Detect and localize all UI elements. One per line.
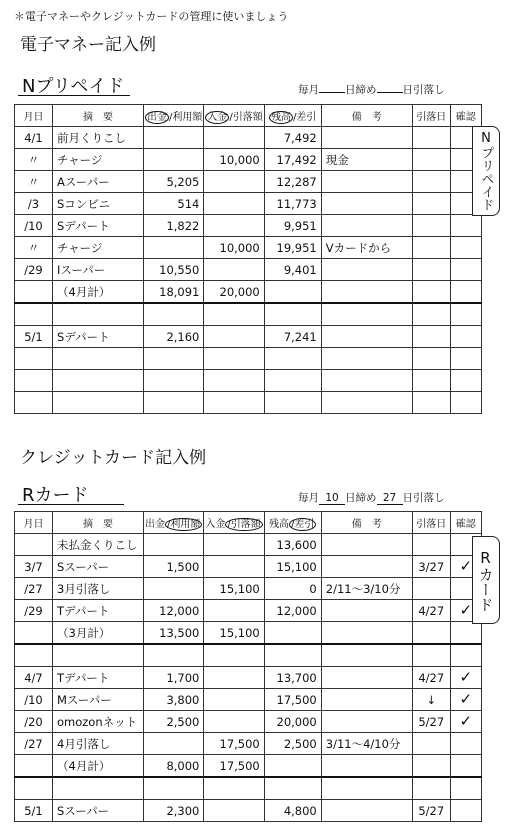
in-amount-cell[interactable] (204, 556, 264, 578)
date-cell[interactable] (15, 777, 53, 800)
balance-cell[interactable]: 12,000 (264, 600, 321, 622)
check-cell[interactable] (450, 800, 481, 822)
section1-card-name: Nプリペイド (22, 76, 125, 97)
in-amount-cell[interactable] (204, 303, 264, 326)
in-amount-cell[interactable]: 15,100 (204, 578, 264, 600)
in-amount-cell[interactable] (204, 326, 264, 348)
debit-day-cell[interactable] (412, 622, 450, 645)
balance-cell[interactable]: 17,500 (264, 689, 321, 711)
table-row (15, 777, 482, 800)
out-amount-cell[interactable] (144, 777, 204, 800)
description-cell[interactable]: 前月くりこし (53, 127, 144, 149)
date-cell[interactable]: /10 (15, 215, 53, 237)
description-cell[interactable] (53, 777, 144, 800)
description-cell[interactable]: Sデパート (53, 215, 144, 237)
date-cell[interactable]: /10 (15, 689, 53, 711)
in-amount-cell[interactable] (204, 348, 264, 370)
table-row (15, 689, 482, 711)
debit-day-value[interactable] (377, 92, 403, 93)
close-day-label: 日締め (345, 84, 377, 96)
header-in-suffix: /引落額 (229, 111, 263, 123)
debit-day-cell[interactable]: 5/27 (412, 711, 450, 733)
description-cell[interactable]: omozonネット (53, 711, 144, 733)
remarks-cell[interactable] (321, 326, 412, 348)
date-cell[interactable]: /29 (15, 259, 53, 281)
balance-cell[interactable] (264, 303, 321, 326)
out-amount-cell[interactable]: 2,160 (144, 326, 204, 348)
section2-meta (298, 490, 445, 505)
balance-cell[interactable]: 11,773 (264, 193, 321, 215)
in-amount-cell[interactable]: 10,000 (204, 149, 264, 171)
date-cell[interactable]: 3/7 (15, 556, 53, 578)
header-in-circled: /引落額 (227, 518, 261, 530)
section1-title: 電子マネー記入例 (20, 35, 156, 55)
header-out-prefix: 出金 (145, 518, 165, 530)
ledger-header-row (15, 105, 482, 127)
description-cell[interactable]: 4月引落し (53, 733, 144, 755)
check-cell[interactable] (450, 733, 481, 755)
table-row (15, 348, 482, 370)
meta-prefix: 毎月 (298, 84, 319, 96)
balance-cell[interactable]: 12,287 (264, 171, 321, 193)
out-amount-cell[interactable]: 2,300 (144, 800, 204, 822)
date-cell[interactable] (15, 370, 53, 392)
debit-day-cell[interactable] (412, 237, 450, 259)
in-amount-cell[interactable]: 17,500 (204, 755, 264, 778)
section1-meta (298, 82, 445, 97)
check-cell[interactable]: ✓ (450, 689, 481, 711)
in-amount-cell[interactable] (204, 259, 264, 281)
date-cell[interactable]: 〃 (15, 149, 53, 171)
date-cell[interactable]: 4/7 (15, 667, 53, 689)
header-out-suffix: /利用額 (169, 111, 203, 123)
table-row (15, 281, 482, 304)
remarks-cell[interactable] (321, 644, 412, 667)
debit-day-cell[interactable] (412, 281, 450, 304)
in-amount-cell[interactable]: 15,100 (204, 622, 264, 645)
balance-cell[interactable] (264, 281, 321, 304)
debit-day-cell[interactable]: ↓ (412, 689, 450, 711)
date-cell[interactable]: /27 (15, 733, 53, 755)
check-cell[interactable] (450, 370, 481, 392)
description-cell[interactable]: 未払金くりこし (53, 534, 144, 556)
in-amount-cell[interactable] (204, 644, 264, 667)
out-amount-cell[interactable] (144, 348, 204, 370)
balance-cell[interactable]: 19,951 (264, 237, 321, 259)
check-cell[interactable]: ✓ (450, 711, 481, 733)
header-balance-circled: /差引 (291, 518, 315, 530)
out-amount-cell[interactable] (144, 237, 204, 259)
close-day-value[interactable]: 10 (319, 492, 345, 505)
out-amount-cell[interactable] (144, 392, 204, 414)
out-amount-cell[interactable]: 514 (144, 193, 204, 215)
check-cell[interactable] (450, 281, 481, 304)
date-cell[interactable]: 〃 (15, 171, 53, 193)
remarks-cell[interactable]: 現金 (321, 149, 412, 171)
check-cell[interactable] (450, 622, 481, 645)
header-balance-suffix: /差引 (293, 111, 317, 123)
section2-title: クレジットカード記入例 (20, 448, 207, 468)
check-cell[interactable] (450, 215, 481, 237)
table-row (15, 578, 482, 600)
remarks-cell[interactable] (321, 622, 412, 645)
out-amount-cell[interactable] (144, 534, 204, 556)
header-description: 摘 要 (53, 105, 144, 127)
balance-cell[interactable]: 0 (264, 578, 321, 600)
close-day-value[interactable] (319, 92, 345, 93)
remarks-cell[interactable]: 3/11～4/10分 (321, 733, 412, 755)
remarks-cell[interactable] (321, 777, 412, 800)
description-cell[interactable] (53, 303, 144, 326)
header-balance (264, 512, 321, 534)
check-cell[interactable]: ✓ (450, 667, 481, 689)
balance-cell[interactable] (264, 755, 321, 778)
date-cell[interactable]: 5/1 (15, 800, 53, 822)
meta-prefix: 毎月 (298, 492, 319, 504)
remarks-cell[interactable] (321, 600, 412, 622)
out-amount-cell[interactable]: 3,800 (144, 689, 204, 711)
in-amount-cell[interactable] (204, 127, 264, 149)
out-amount-cell[interactable] (144, 733, 204, 755)
description-cell[interactable]: Sコンビニ (53, 193, 144, 215)
date-cell[interactable]: 〃 (15, 237, 53, 259)
table-row (15, 667, 482, 689)
check-cell[interactable] (450, 644, 481, 667)
remarks-cell[interactable] (321, 171, 412, 193)
date-cell[interactable] (15, 755, 53, 778)
header-check: 確認 (450, 512, 481, 534)
debit-day-cell[interactable] (412, 578, 450, 600)
description-cell[interactable]: Tデパート (53, 667, 144, 689)
header-date: 月日 (15, 105, 53, 127)
in-amount-cell[interactable] (204, 392, 264, 414)
description-cell[interactable]: （4月計） (53, 755, 144, 778)
table-row (15, 622, 482, 645)
remarks-cell[interactable] (321, 711, 412, 733)
out-amount-cell[interactable]: 10,550 (144, 259, 204, 281)
description-cell[interactable]: チャージ (53, 237, 144, 259)
out-amount-cell[interactable]: 2,500 (144, 711, 204, 733)
close-day-label: 日締め (345, 492, 377, 504)
debit-day-cell[interactable]: 5/27 (412, 800, 450, 822)
balance-cell[interactable]: 9,951 (264, 215, 321, 237)
table-row (15, 237, 482, 259)
debit-day-value[interactable]: 27 (377, 492, 403, 505)
remarks-cell[interactable] (321, 392, 412, 414)
header-out-circled: /利用額 (167, 518, 201, 530)
header-out (144, 512, 204, 534)
description-cell[interactable] (53, 370, 144, 392)
debit-day-label: 日引落し (402, 492, 445, 504)
table-row (15, 193, 482, 215)
in-amount-cell[interactable] (204, 600, 264, 622)
in-amount-cell[interactable] (204, 711, 264, 733)
table-row (15, 303, 482, 326)
date-cell[interactable]: /3 (15, 193, 53, 215)
balance-cell[interactable] (264, 644, 321, 667)
date-cell[interactable]: 4/1 (15, 127, 53, 149)
balance-cell[interactable] (264, 622, 321, 645)
description-cell[interactable]: Sスーパー (53, 556, 144, 578)
header-in-circled: 入金 (207, 111, 228, 123)
header-balance (264, 105, 321, 127)
debit-day-cell[interactable]: 3/27 (412, 556, 450, 578)
debit-day-cell[interactable] (412, 193, 450, 215)
table-row (15, 733, 482, 755)
section2-card-name: Rカード (22, 485, 89, 506)
date-cell[interactable] (15, 644, 53, 667)
debit-day-cell[interactable] (412, 733, 450, 755)
description-cell[interactable] (53, 644, 144, 667)
in-amount-cell[interactable] (204, 800, 264, 822)
check-cell[interactable] (450, 348, 481, 370)
check-cell[interactable] (450, 303, 481, 326)
debit-day-cell[interactable] (412, 755, 450, 778)
section1-card-underline (18, 95, 130, 96)
description-cell[interactable]: Tデパート (53, 600, 144, 622)
section2-ledger-table (14, 511, 482, 822)
header-balance-prefix: 残高 (269, 518, 290, 530)
debit-day-cell[interactable]: 4/27 (412, 667, 450, 689)
out-amount-cell[interactable] (144, 303, 204, 326)
check-cell[interactable]: ✓ (450, 600, 481, 622)
debit-day-cell[interactable] (412, 215, 450, 237)
in-amount-cell[interactable]: 20,000 (204, 281, 264, 304)
debit-day-cell[interactable] (412, 777, 450, 800)
date-cell[interactable] (15, 622, 53, 645)
balance-cell[interactable]: 13,700 (264, 667, 321, 689)
header-in (204, 105, 264, 127)
header-in (204, 512, 264, 534)
table-row (15, 556, 482, 578)
header-date: 月日 (15, 512, 53, 534)
check-cell[interactable] (450, 392, 481, 414)
table-row (15, 644, 482, 667)
date-cell[interactable] (15, 281, 53, 304)
remarks-cell[interactable]: 2/11～3/10分 (321, 578, 412, 600)
remarks-cell[interactable] (321, 667, 412, 689)
section2-index-tab[interactable]: Rカード (472, 536, 500, 624)
header-debit-day: 引落日 (412, 512, 450, 534)
balance-cell[interactable]: 15,100 (264, 556, 321, 578)
description-cell[interactable]: （3月計） (53, 622, 144, 645)
debit-day-cell[interactable] (412, 348, 450, 370)
remarks-cell[interactable] (321, 755, 412, 778)
check-cell[interactable] (450, 777, 481, 800)
debit-day-cell[interactable] (412, 303, 450, 326)
remarks-cell[interactable] (321, 215, 412, 237)
header-check: 確認 (450, 105, 481, 127)
date-cell[interactable] (15, 392, 53, 414)
in-amount-cell[interactable] (204, 534, 264, 556)
date-cell[interactable] (15, 534, 53, 556)
usage-note: ＊電子マネーやクレジットカードの管理に使いましょう (14, 10, 289, 23)
remarks-cell[interactable] (321, 127, 412, 149)
out-amount-cell[interactable]: 1,500 (144, 556, 204, 578)
description-cell[interactable]: 3月引落し (53, 578, 144, 600)
description-cell[interactable]: Sスーパー (53, 800, 144, 822)
check-cell[interactable] (450, 755, 481, 778)
date-cell[interactable] (15, 303, 53, 326)
balance-cell[interactable] (264, 370, 321, 392)
out-amount-cell[interactable]: 13,500 (144, 622, 204, 645)
balance-cell[interactable] (264, 348, 321, 370)
in-amount-cell[interactable] (204, 777, 264, 800)
remarks-cell[interactable] (321, 281, 412, 304)
remarks-cell[interactable] (321, 556, 412, 578)
out-amount-cell[interactable]: 18,091 (144, 281, 204, 304)
check-cell[interactable] (450, 326, 481, 348)
header-balance-circled: 残高 (271, 111, 292, 123)
table-row (15, 600, 482, 622)
description-cell[interactable]: Iスーパー (53, 259, 144, 281)
out-amount-cell[interactable] (144, 127, 204, 149)
date-cell[interactable]: 5/1 (15, 326, 53, 348)
debit-day-cell[interactable] (412, 171, 450, 193)
table-row (15, 127, 482, 149)
debit-day-label: 日引落し (402, 84, 445, 96)
remarks-cell[interactable] (321, 689, 412, 711)
header-in-prefix: 入金 (205, 518, 226, 530)
debit-day-cell[interactable] (412, 127, 450, 149)
remarks-cell[interactable] (321, 534, 412, 556)
out-amount-cell[interactable]: 5,205 (144, 171, 204, 193)
out-amount-cell[interactable] (144, 578, 204, 600)
description-cell[interactable]: Aスーパー (53, 171, 144, 193)
table-row (15, 215, 482, 237)
remarks-cell[interactable] (321, 303, 412, 326)
in-amount-cell[interactable]: 10,000 (204, 237, 264, 259)
balance-cell[interactable]: 7,241 (264, 326, 321, 348)
table-row (15, 326, 482, 348)
out-amount-cell[interactable]: 1,822 (144, 215, 204, 237)
check-cell[interactable] (450, 259, 481, 281)
debit-day-cell[interactable] (412, 149, 450, 171)
in-amount-cell[interactable] (204, 689, 264, 711)
ledger-header-row (15, 512, 482, 534)
debit-day-cell[interactable] (412, 644, 450, 667)
date-cell[interactable]: /27 (15, 578, 53, 600)
out-amount-cell[interactable] (144, 370, 204, 392)
table-row (15, 392, 482, 414)
debit-day-cell[interactable]: 4/27 (412, 600, 450, 622)
out-amount-cell[interactable]: 8,000 (144, 755, 204, 778)
description-cell[interactable] (53, 348, 144, 370)
in-amount-cell[interactable]: 17,500 (204, 733, 264, 755)
date-cell[interactable] (15, 348, 53, 370)
table-row (15, 259, 482, 281)
description-cell[interactable]: チャージ (53, 149, 144, 171)
in-amount-cell[interactable] (204, 370, 264, 392)
remarks-cell[interactable] (321, 800, 412, 822)
balance-cell[interactable]: 4,800 (264, 800, 321, 822)
balance-cell[interactable]: 13,600 (264, 534, 321, 556)
table-row (15, 370, 482, 392)
description-cell[interactable]: Mスーパー (53, 689, 144, 711)
date-cell[interactable]: /20 (15, 711, 53, 733)
remarks-cell[interactable] (321, 348, 412, 370)
balance-cell[interactable] (264, 777, 321, 800)
in-amount-cell[interactable] (204, 667, 264, 689)
table-row (15, 149, 482, 171)
check-cell[interactable]: ✓ (450, 556, 481, 578)
in-amount-cell[interactable] (204, 171, 264, 193)
balance-cell[interactable]: 2,500 (264, 733, 321, 755)
remarks-cell[interactable]: Vカードから (321, 237, 412, 259)
out-amount-cell[interactable] (144, 149, 204, 171)
in-amount-cell[interactable] (204, 193, 264, 215)
out-amount-cell[interactable] (144, 644, 204, 667)
description-cell[interactable]: Sデパート (53, 326, 144, 348)
balance-cell[interactable] (264, 392, 321, 414)
header-debit-day: 引落日 (412, 105, 450, 127)
debit-day-cell[interactable] (412, 392, 450, 414)
balance-cell[interactable]: 17,492 (264, 149, 321, 171)
description-cell[interactable]: （4月計） (53, 281, 144, 304)
debit-day-cell[interactable] (412, 259, 450, 281)
balance-cell[interactable]: 9,401 (264, 259, 321, 281)
out-amount-cell[interactable]: 12,000 (144, 600, 204, 622)
remarks-cell[interactable] (321, 259, 412, 281)
table-row (15, 534, 482, 556)
out-amount-cell[interactable]: 1,700 (144, 667, 204, 689)
header-out-circled: 出金 (147, 111, 167, 123)
debit-day-cell[interactable] (412, 370, 450, 392)
table-row (15, 800, 482, 822)
debit-day-cell[interactable] (412, 326, 450, 348)
table-row (15, 755, 482, 778)
header-description: 摘 要 (53, 512, 144, 534)
date-cell[interactable]: /29 (15, 600, 53, 622)
table-row (15, 171, 482, 193)
section2-card-underline (18, 504, 124, 505)
table-row (15, 711, 482, 733)
remarks-cell[interactable] (321, 370, 412, 392)
check-cell[interactable] (450, 237, 481, 259)
in-amount-cell[interactable] (204, 215, 264, 237)
balance-cell[interactable]: 7,492 (264, 127, 321, 149)
header-remarks: 備 考 (321, 512, 412, 534)
section1-ledger-table (14, 104, 482, 414)
section1-index-tab[interactable]: Nプリペイド (472, 126, 500, 216)
remarks-cell[interactable] (321, 193, 412, 215)
debit-day-cell[interactable] (412, 534, 450, 556)
balance-cell[interactable]: 20,000 (264, 711, 321, 733)
header-out (144, 105, 204, 127)
header-remarks: 備 考 (321, 105, 412, 127)
description-cell[interactable] (53, 392, 144, 414)
